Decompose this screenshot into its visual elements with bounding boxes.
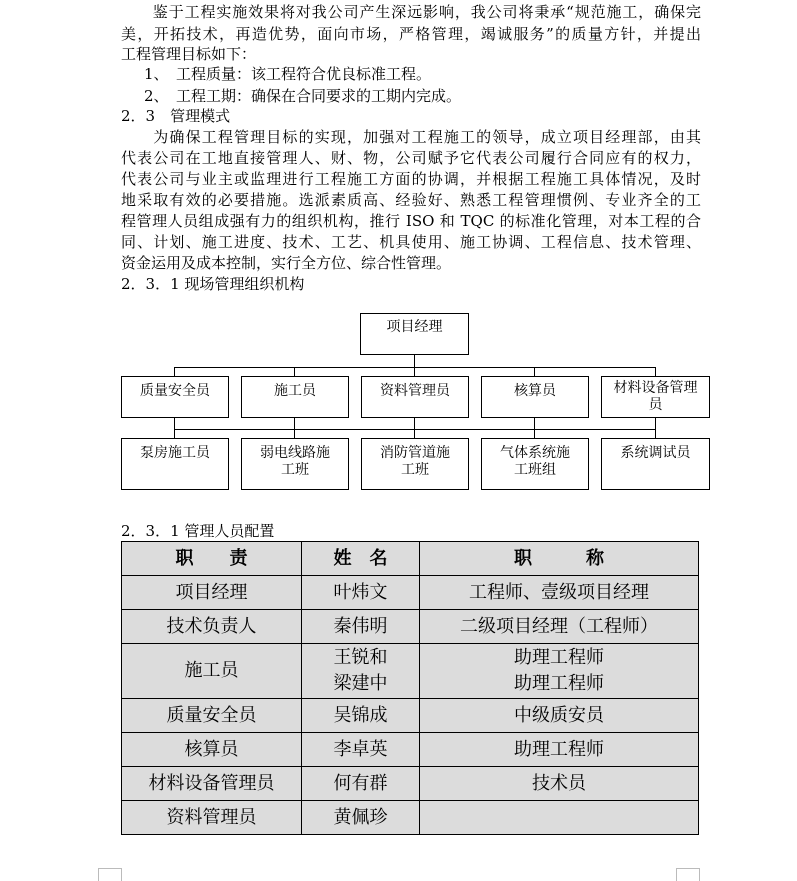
connector-to-bottom-1 <box>174 429 175 438</box>
mode-line-6: 同、计划、施工进度、技术、工艺、机具使用、施工协调、工程信息、技术管理、 <box>121 233 701 251</box>
intro-line-1: 鉴于工程实施效果将对我公司产生深远影响，我公司将秉承“规范施工，确保完 <box>121 3 701 21</box>
cell-name-line: 王锐和 <box>333 647 388 668</box>
cell-name: 何有群 <box>302 767 420 801</box>
org-box-constructor: 施工员 <box>241 376 349 418</box>
org-box-fire-pipe: 消防管道施工班 <box>361 438 469 490</box>
cell-name <box>302 644 420 699</box>
cell-role: 资料管理员 <box>122 801 302 835</box>
cell-role: 施工员 <box>122 644 302 699</box>
cell-name: 秦伟明 <box>302 610 420 644</box>
mode-line-3: 代表公司与业主或监理进行工程施工方面的协调，并根据工程施工具体情况，及时 <box>121 170 701 188</box>
header-name: 姓 名 <box>302 542 420 576</box>
org-box-project-manager: 项目经理 <box>360 313 469 355</box>
org-box-material-equipment: 材料设备管理员 <box>601 376 710 418</box>
staff-table <box>121 541 699 835</box>
cell-title: 助理工程师 <box>420 733 699 767</box>
connector-top-down <box>414 354 415 367</box>
connector-to-mid-2 <box>294 367 295 376</box>
table-row <box>122 733 699 767</box>
page-corner-mark-left <box>98 868 122 881</box>
connector-to-bottom-2 <box>294 429 295 438</box>
connector-to-bottom-4 <box>534 429 535 438</box>
connector-to-bottom-5 <box>655 429 656 438</box>
cell-name-line: 梁建中 <box>333 673 388 694</box>
cell-title <box>420 644 699 699</box>
connector-to-mid-1 <box>174 367 175 376</box>
cell-name: 吴锦成 <box>302 699 420 733</box>
section-staff-title: 2．3．1 管理人员配置 <box>121 522 275 540</box>
connector-from-mid-5 <box>655 417 656 429</box>
cell-title: 技术员 <box>420 767 699 801</box>
cell-title-line: 助理工程师 <box>514 673 604 694</box>
cell-role: 材料设备管理员 <box>122 767 302 801</box>
connector-to-mid-5 <box>655 367 656 376</box>
cell-name: 李卓英 <box>302 733 420 767</box>
table-row <box>122 801 699 835</box>
cell-title: 中级质安员 <box>420 699 699 733</box>
header-title: 职 称 <box>420 542 699 576</box>
mode-line-5: 程管理人员组成强有力的组织机构，推行 ISO 和 TQC 的标准化管理，对本工程的合 <box>121 212 701 230</box>
connector-from-mid-4 <box>534 417 535 429</box>
org-box-document-manager: 资料管理员 <box>361 376 469 418</box>
cell-name: 叶炜文 <box>302 576 420 610</box>
connector-from-mid-2 <box>294 417 295 429</box>
connector-to-mid-4 <box>534 367 535 376</box>
intro-line-3: 工程管理目标如下： <box>121 45 257 63</box>
org-box-quality-safety: 质量安全员 <box>121 376 229 418</box>
connector-from-mid-3 <box>414 417 415 429</box>
org-box-accountant: 核算员 <box>481 376 589 418</box>
cell-title-line: 助理工程师 <box>514 647 604 668</box>
table-header-row <box>122 542 699 576</box>
cell-role: 技术负责人 <box>122 610 302 644</box>
cell-role: 项目经理 <box>122 576 302 610</box>
connector-to-mid-3 <box>414 367 415 376</box>
section-2-3-title: 2．3 管理模式 <box>121 107 231 125</box>
cell-role: 质量安全员 <box>122 699 302 733</box>
mode-line-4: 地采取有效的必要措施。选派素质高、经验好、熟悉工程管理惯例、专业齐全的工 <box>121 191 701 209</box>
intro-line-2: 美，开拓技术，再造优势，面向市场，严格管理，竭诚服务”的质量方针，并提出 <box>121 25 701 43</box>
page-corner-mark-right <box>676 868 700 881</box>
cell-role: 核算员 <box>122 733 302 767</box>
org-box-pump-room: 泵房施工员 <box>121 438 229 490</box>
goal-schedule: 2、 工程工期：确保在合同要求的工期内完成。 <box>144 87 462 105</box>
connector-horizontal-upper <box>174 367 656 368</box>
org-box-gas-system: 气体系统施工班组 <box>481 438 589 490</box>
org-box-weak-current: 弱电线路施工班 <box>241 438 349 490</box>
mode-line-1: 为确保工程管理目标的实现，加强对工程施工的领导，成立项目经理部，由其 <box>121 128 701 146</box>
org-box-commissioning: 系统调试员 <box>601 438 710 490</box>
table-row <box>122 767 699 801</box>
connector-to-bottom-3 <box>414 429 415 438</box>
cell-title: 二级项目经理（工程师） <box>420 610 699 644</box>
section-2-3-1-title: 2．3．1 现场管理组织机构 <box>121 275 305 293</box>
connector-horizontal-lower <box>174 429 656 430</box>
table-row <box>122 576 699 610</box>
mode-line-7: 资金运用及成本控制，实行全方位、综合性管理。 <box>121 254 452 272</box>
connector-from-mid-1 <box>174 417 175 429</box>
cell-title: 工程师、壹级项目经理 <box>420 576 699 610</box>
mode-line-2: 代表公司在工地直接管理人、财、物，公司赋予它代表公司履行合同应有的权力， <box>121 149 701 167</box>
cell-title <box>420 801 699 835</box>
table-row <box>122 644 699 699</box>
cell-name: 黄佩珍 <box>302 801 420 835</box>
header-role: 职 责 <box>122 542 302 576</box>
table-row <box>122 610 699 644</box>
goal-quality: 1、 工程质量：该工程符合优良标准工程。 <box>144 65 432 83</box>
table-row <box>122 699 699 733</box>
